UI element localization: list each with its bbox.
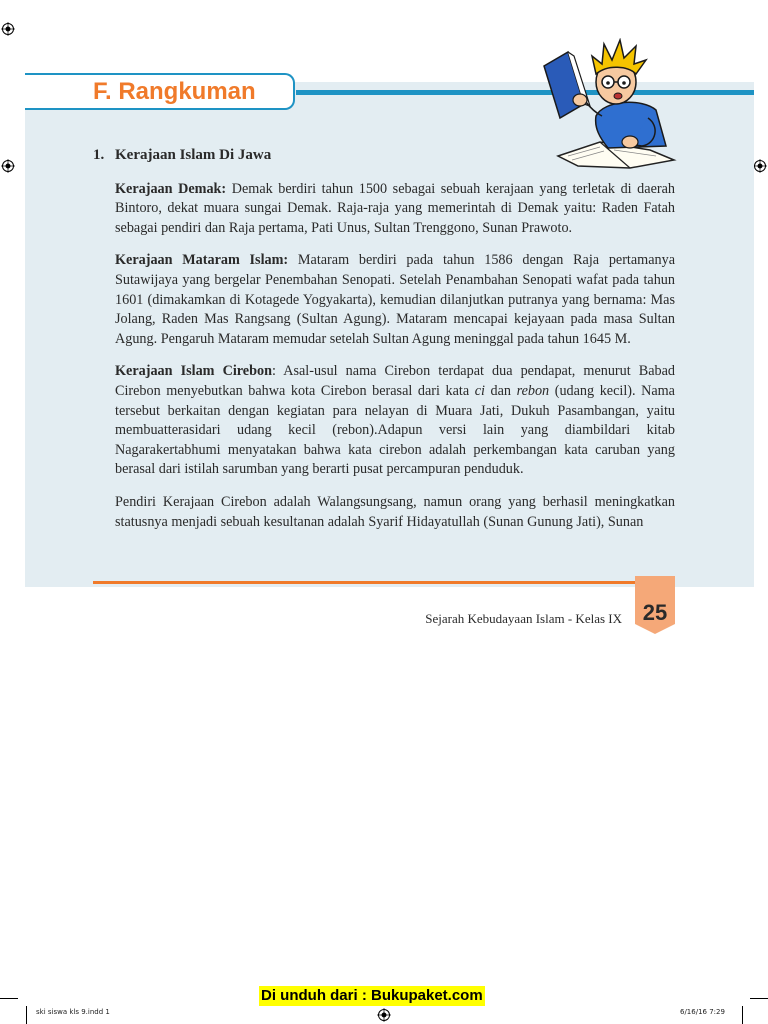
paragraph-body: Demak berdiri tahun 1500 sebagai sebuah kerajaan yang terletak di daerah Bintoro, dekat muara sungai Demak. Raja-raja yang memerintah di Demak yaitu: Raden Fatah sebagai pendiri dan Raja pertama, Pati Unus, Sultan Trenggono, Sunan Prawoto. <box>115 180 675 236</box>
paragraph-body: Pendiri Kerajaan Cirebon adalah Walangsungsang, namun orang yang berhasil meningkatkan statusnya menjadi sebuah kesultanan adalah Syarif Hidayatullah (Sunan Gunung Jati), Sunan <box>115 493 675 530</box>
paragraph-mataram <box>115 251 675 349</box>
registration-target-icon <box>377 1008 391 1022</box>
section-title: F. Rangkuman <box>93 78 256 105</box>
section-title-tab <box>25 73 295 110</box>
footer-rule <box>93 581 638 584</box>
summary-content <box>93 146 675 545</box>
registration-target-icon <box>1 22 15 36</box>
paragraph-lead: Kerajaan Islam Cirebon <box>115 363 272 380</box>
crop-mark <box>742 1006 743 1024</box>
page-number: 25 <box>642 600 668 625</box>
crop-mark <box>26 1006 27 1024</box>
book-title: Sejarah Kebudayaan Islam - Kelas IX <box>425 611 622 626</box>
paragraph-lead: Kerajaan Demak: <box>115 180 227 197</box>
print-slug-file: ski siswa kls 9.indd 1 <box>36 1008 110 1016</box>
download-source-banner: Di unduh dari : Bukupaket.com <box>261 987 483 1004</box>
paragraph-body: Mataram berdiri pada tahun 1586 dengan Raja pertamanya Sutawijaya yang bergelar Penembahan Senopati. Setelah Penambahan Senopati wafat pada tahun 1601 (dimakamkan di Kotagede Yogyakarta), kemudian dilanjutkan putranya yang bernama: Mas Jolang, Raden Mas Rangsang (Sultan Agung). Mataram mencapai kejayaan pada masa Sultan Agung. Pengaruh Mataram memudar setelah Sultan Agung meninggal pada tahun 1645 M. <box>115 252 675 347</box>
paragraph-pendiri <box>115 493 675 532</box>
header-rule <box>296 90 754 95</box>
paragraph-lead: Kerajaan Mataram Islam: <box>115 252 289 269</box>
paragraph-body: : Asal-usul nama Cirebon terdapat dua pendapat, menurut Babad Cirebon menyebutkan bahwa kota Cirebon berasal dari kata <box>115 363 676 399</box>
registration-target-icon <box>753 159 767 173</box>
crop-mark <box>750 998 768 999</box>
print-slug-timestamp: 6/16/16 7:29 <box>680 1008 725 1016</box>
paragraph-demak <box>115 180 675 239</box>
paragraph-body: (udang kecil). Nama tersebut berkaitan dengan kegiatan para nelayan di Muara Jati, Dukuh Pasambangan, yaitu membuatterasidari udang kecil (rebon).Adapun versi lain yang diambildari kitab Nagarakertabhumi menyatakan bahwa kata cirebon adalah perkembangan kata caruban yang berasal dari istilah sarumban yang berarti pusat percampuran penduduk. <box>115 382 675 478</box>
crop-mark <box>0 998 18 999</box>
topic-heading <box>93 146 675 166</box>
paragraph-cirebon <box>115 362 675 480</box>
italic-term: rebon <box>516 382 550 399</box>
topic-number: 1. <box>93 147 105 163</box>
italic-term: ci <box>474 382 485 399</box>
registration-target-icon <box>1 159 15 173</box>
topic-title: Kerajaan Islam Di Jawa <box>115 147 272 163</box>
paragraph-body: dan <box>484 382 517 399</box>
